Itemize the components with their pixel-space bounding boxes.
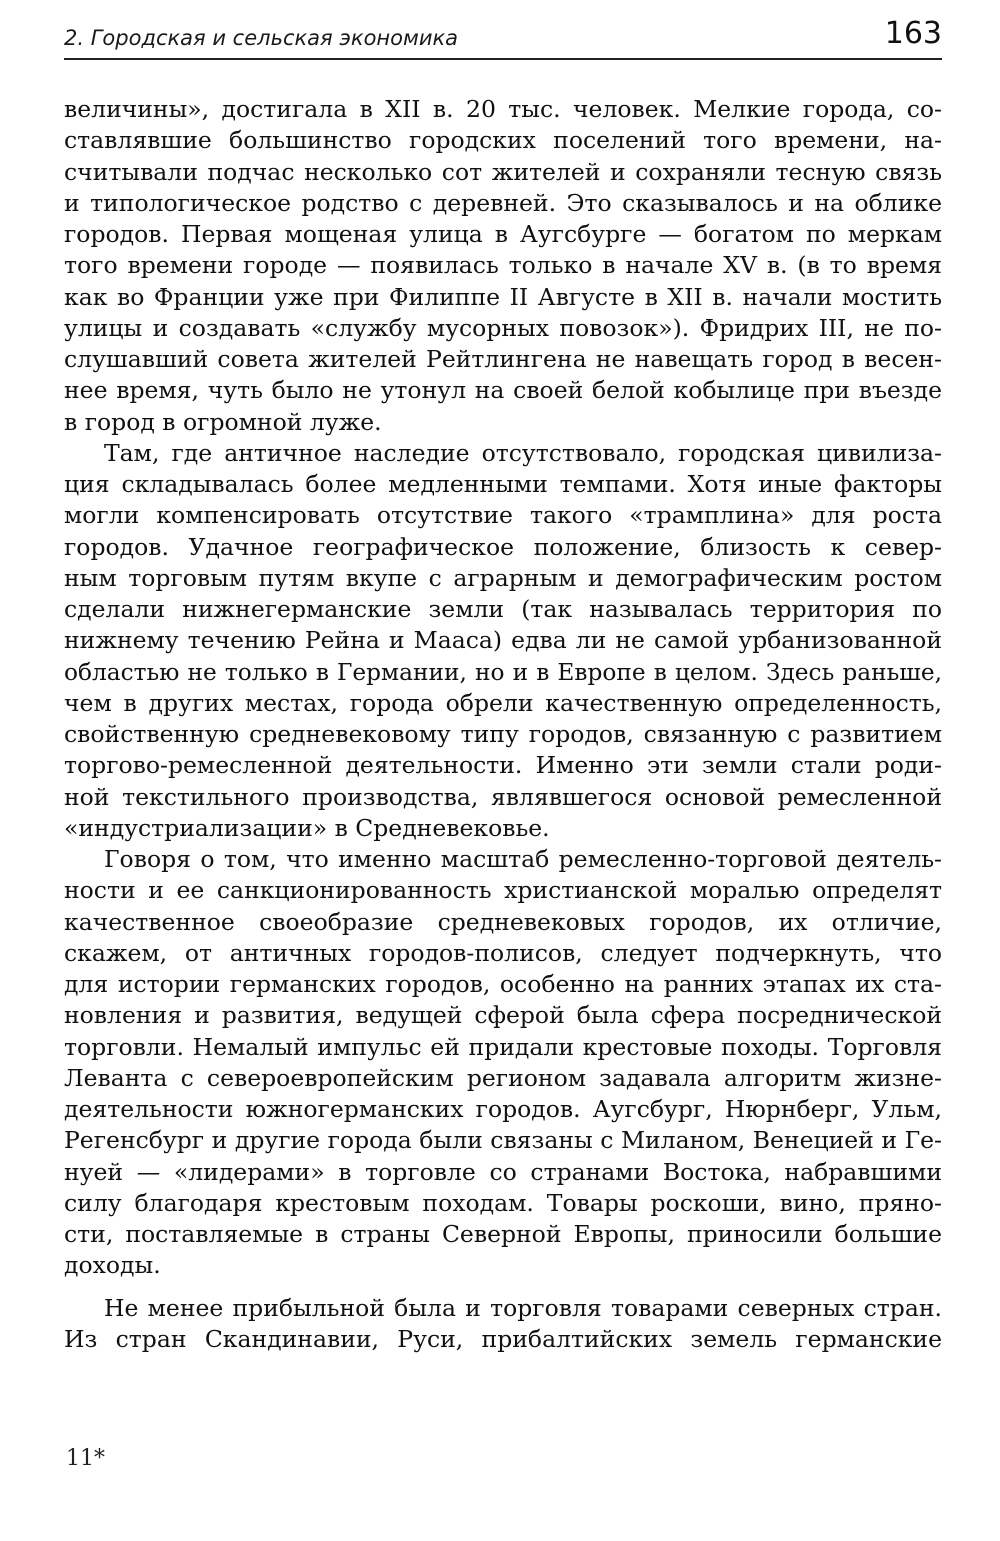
text-line: силу благодаря крестовым походам. Товары роскоши, вино, пряно-	[64, 1188, 942, 1217]
text-line: сти, поставляемые в страны Северной Европы, приносили большие	[64, 1220, 942, 1248]
text-line: торгово-ремесленной деятельности. Именно эти земли стали роди-	[64, 751, 942, 780]
text-line: Не менее прибыльной была и торговля товарами северных стран.	[104, 1293, 942, 1322]
text-line: того времени городе — появилась только в начале XV в. (в то время	[64, 251, 942, 280]
text-line: ным торговым путям вкупе с аграрным и демографическим ростом	[64, 563, 942, 592]
text-line: Говоря о том, что именно масштаб ремесленно-торговой деятель-	[104, 845, 942, 873]
text-line: нее время, чуть было не утонул на своей белой кобылице при въезде	[64, 376, 942, 405]
page-number: 163	[884, 16, 942, 51]
text-line: нуей — «лидерами» в торговле со странами Востока, набравшими	[64, 1157, 942, 1186]
paragraph-2	[64, 438, 942, 844]
text-line: ставлявшие большинство городских поселений того времени, на-	[64, 126, 942, 155]
running-title: 2. Городская и сельская экономика	[64, 26, 459, 50]
text-line: городов. Первая мощеная улица в Аугсбурге — богатом по меркам	[64, 220, 942, 248]
text-line: Там, где античное наследие отсутствовало, городская цивилиза-	[104, 438, 942, 467]
text-line: качественное своеобразие средневековых городов, их отличие,	[64, 907, 942, 936]
text-line: Из стран Скандинавии, Руси, прибалтийских земель германские	[64, 1324, 942, 1353]
text-line: нижнему течению Рейна и Мааса) едва ли не самой урбанизованной	[64, 626, 942, 655]
body-text	[64, 94, 942, 1355]
text-line: свойственную средневековому типу городов, связанную с развитием	[64, 720, 942, 748]
paragraph-3	[64, 844, 942, 1282]
text-line: Регенсбург и другие города были связаны с Миланом, Венецией и Ге-	[64, 1126, 942, 1155]
text-line: сделали нижнегерманские земли (так называлась территория по	[64, 595, 942, 623]
text-line: «индустриализации» в Средневековье.	[64, 813, 550, 842]
paragraph-1	[64, 94, 942, 438]
text-line: городов. Удачное географическое положение, близость к север-	[64, 532, 942, 561]
text-line: скажем, от античных городов-полисов, следует подчеркнуть, что	[64, 938, 942, 967]
text-line: считывали подчас несколько сот жителей и сохраняли тесную связь	[64, 157, 942, 186]
text-line: доходы.	[64, 1251, 161, 1280]
text-line: областью не только в Германии, но и в Европе в целом. Здесь раньше,	[64, 658, 942, 686]
text-line: улицы и создавать «службу мусорных повозок»). Фридрих III, не по-	[64, 313, 942, 342]
text-line: Леванта с североевропейским регионом задавала алгоритм жизне-	[64, 1063, 942, 1092]
text-line: величины», достигала в XII в. 20 тыс. человек. Мелкие города, со-	[64, 95, 942, 123]
text-line: ция складывалась более медленными темпами. Хотя иные факторы	[64, 470, 942, 498]
running-head	[64, 12, 942, 60]
text-line: новления и развития, ведущей сферой была сфера посреднической	[64, 1001, 942, 1030]
signature-mark: 11*	[66, 1446, 105, 1471]
text-line: деятельности южногерманских городов. Аугсбург, Нюрнберг, Ульм,	[64, 1095, 942, 1123]
text-line: как во Франции уже при Филиппе II Августе в XII в. начали мостить	[64, 282, 942, 311]
text-line: чем в других местах, города обрели качественную определенность,	[64, 688, 942, 717]
text-line: и типологическое родство с деревней. Это сказывалось и на облике	[64, 188, 942, 217]
paragraph-4	[64, 1293, 942, 1356]
text-line: ной текстильного производства, являвшегося основой ремесленной	[64, 782, 942, 811]
text-line: могли компенсировать отсутствие такого «трамплина» для роста	[64, 501, 942, 530]
text-line: слушавший совета жителей Рейтлингена не навещать город в весен-	[64, 345, 942, 373]
text-line: торговли. Немалый импульс ей придали крестовые походы. Торговля	[64, 1032, 942, 1061]
text-line: для истории германских городов, особенно на ранних этапах их ста-	[64, 970, 942, 998]
text-line: ности и ее санкционированность христианской моралью определят	[64, 876, 942, 905]
text-line: в город в огромной луже.	[64, 407, 382, 436]
